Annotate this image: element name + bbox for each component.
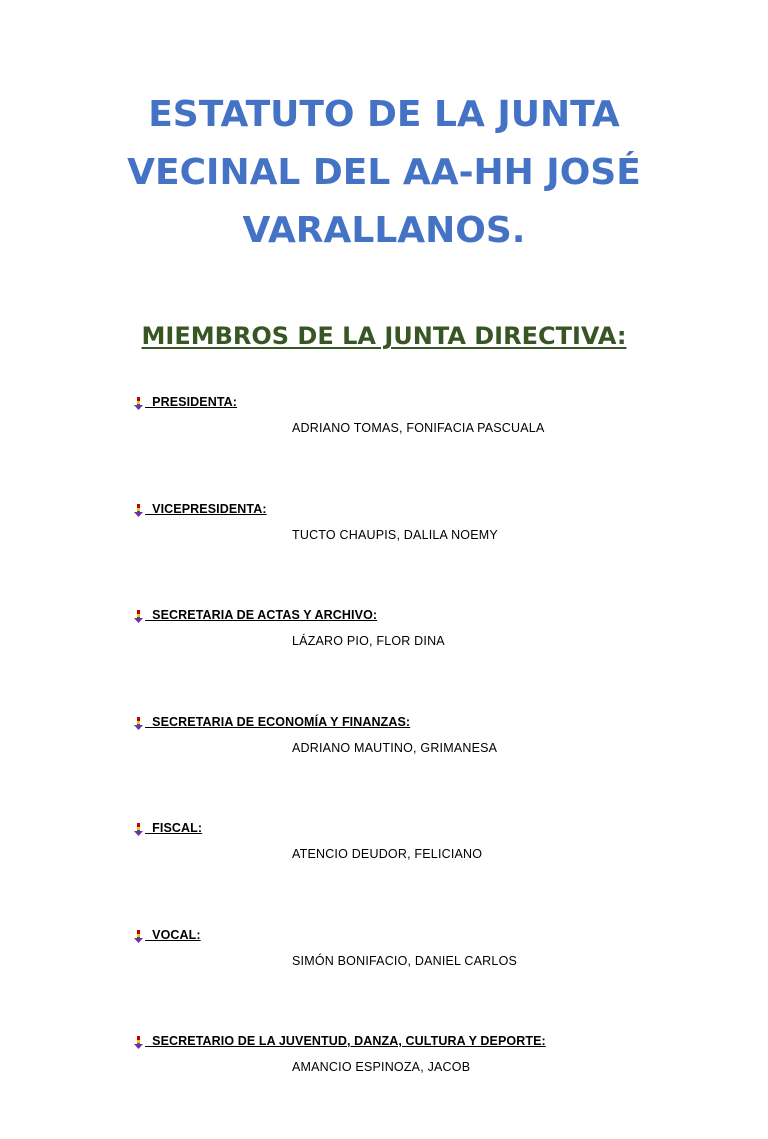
member-role: FISCAL: <box>145 821 203 835</box>
title-line-1: ESTATUTO DE LA JUNTA <box>148 94 620 135</box>
list-item <box>0 926 768 1033</box>
list-item <box>0 393 768 500</box>
member-name: ADRIANO MAUTINO, GRIMANESA <box>292 740 498 755</box>
list-item <box>0 1032 768 1139</box>
board-members-list <box>0 393 768 1139</box>
section-heading: MIEMBROS DE LA JUNTA DIRECTIVA: <box>141 322 627 350</box>
role-line <box>0 606 768 628</box>
member-name: ADRIANO TOMAS, FONIFACIA PASCUALA <box>292 421 545 435</box>
arrow-bullet-icon <box>133 397 145 410</box>
document-title <box>84 86 684 260</box>
arrow-bullet-icon <box>133 823 145 836</box>
title-line-2: VECINAL DEL AA-HH JOSÉ <box>127 152 641 193</box>
role-line <box>0 1032 768 1054</box>
list-item <box>0 500 768 607</box>
list-item <box>0 713 768 820</box>
role-line <box>0 713 768 735</box>
list-item <box>0 819 768 926</box>
member-role: SECRETARIA DE ECONOMÍA Y FINANZAS: <box>145 714 411 729</box>
role-line <box>0 500 768 522</box>
member-name: LÁZARO PIO, FLOR DINA <box>292 634 445 648</box>
member-role: VOCAL: <box>145 927 201 942</box>
member-role: VICEPRESIDENTA: <box>145 501 267 516</box>
arrow-bullet-icon <box>133 504 145 517</box>
arrow-bullet-icon <box>133 1036 145 1049</box>
arrow-bullet-icon <box>133 930 145 943</box>
member-role: SECRETARIA DE ACTAS Y ARCHIVO: <box>145 608 378 622</box>
member-name: AMANCIO ESPINOZA, JACOB <box>292 1060 471 1074</box>
member-name: SIMÓN BONIFACIO, DANIEL CARLOS <box>292 953 518 968</box>
member-name: ATENCIO DEUDOR, FELICIANO <box>292 847 483 861</box>
role-line <box>0 819 768 841</box>
member-role: SECRETARIO DE LA JUVENTUD, DANZA, CULTURA Y DEPORTE: <box>145 1034 546 1048</box>
list-item <box>0 606 768 713</box>
role-line <box>0 393 768 415</box>
title-line-3: VARALLANOS. <box>242 210 526 251</box>
arrow-bullet-icon <box>133 717 145 730</box>
role-line <box>0 926 768 948</box>
member-name: TUCTO CHAUPIS, DALILA NOEMY <box>292 527 498 542</box>
arrow-bullet-icon <box>133 610 145 623</box>
member-role: PRESIDENTA: <box>145 395 238 409</box>
